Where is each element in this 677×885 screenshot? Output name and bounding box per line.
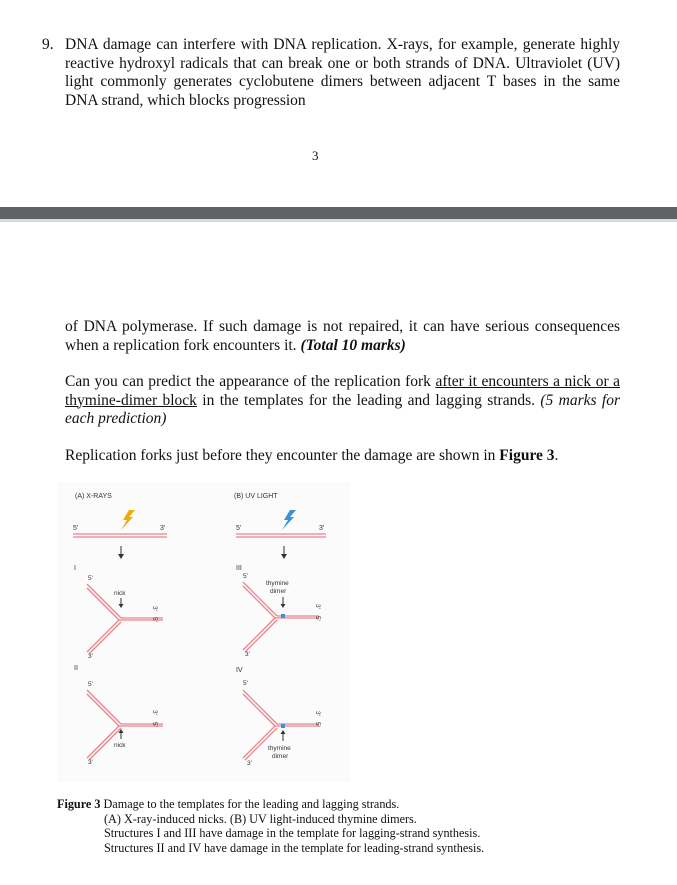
iv-dimer-label: dimer — [272, 753, 289, 760]
panel-b-title: (B) UV LIGHT — [234, 493, 278, 500]
b-lightning-icon — [282, 510, 296, 530]
b-down-arrowhead-icon — [281, 554, 287, 559]
total-marks: (Total 10 marks) — [300, 336, 406, 354]
iv-3prime: 3' — [247, 760, 252, 767]
task-marks: (5 marks for each prediction) — [65, 391, 620, 427]
iv-thymine-label: thymine — [268, 745, 291, 752]
iii-dimer-mark — [281, 614, 285, 618]
ii-right-5prime: 5' — [151, 722, 158, 727]
iii-right-3prime: 3' — [314, 604, 321, 609]
i-3prime: 3' — [88, 653, 93, 660]
continuation-text: of DNA polymerase. If such damage is not repaired, it can have serious consequences when a replication fork encounters it. — [65, 318, 620, 354]
ii-nick-label: nick — [114, 742, 126, 749]
question-intro: DNA damage can interfere with DNA replication. X-rays, for example, generate highly reactive hydroxyl radicals that can break one or both strands of DNA. Ultraviolet (UV) light commonly generates cyclobutene dimers between adjacent T bases in the same DNA strand, which blocks progression — [65, 36, 620, 109]
iv-5prime: 5' — [243, 680, 248, 687]
question-continuation — [65, 318, 620, 355]
task-prefix: Can you can predict the appearance of the replication fork — [65, 373, 436, 390]
figure-3 — [57, 482, 350, 782]
b-duplex-3prime: 3' — [319, 525, 325, 532]
ii-5prime: 5' — [88, 681, 93, 688]
b-duplex-5prime: 5' — [236, 525, 242, 532]
iii-dimer-label: dimer — [270, 588, 287, 595]
caption-line-a: (A) X-ray-induced nicks. (B) UV light-induced thymine dimers. — [104, 811, 417, 826]
page-break — [0, 207, 677, 219]
panel-a-title: (A) X-RAYS — [75, 493, 112, 500]
iii-3prime: 3' — [245, 651, 250, 658]
roman-ii: II — [74, 665, 78, 672]
caption-title: Damage to the templates for the leading and lagging strands. — [100, 797, 400, 811]
roman-iii: III — [236, 565, 242, 572]
iii-right-5prime: 5' — [314, 616, 321, 621]
ii-3prime: 3' — [88, 759, 93, 766]
page-number: 3 — [312, 148, 319, 163]
task-underlined: after it encounters a nick or a thymine-dimer block — [65, 373, 620, 409]
a-duplex-3prime: 3' — [160, 525, 166, 532]
figure-ref-prefix: Replication forks just before they encounter the damage are shown in — [65, 447, 500, 464]
i-nick-arrowhead-icon — [119, 604, 124, 608]
iii-5prime: 5' — [243, 573, 248, 580]
iv-dimer-mark — [281, 724, 285, 728]
roman-i: I — [74, 565, 76, 572]
task-paragraph — [65, 373, 620, 429]
page-break-shadow — [0, 219, 677, 222]
a-down-arrowhead-icon — [118, 554, 124, 559]
caption-line-b: Structures I and III have damage in the template for lagging-strand synthesis. — [104, 826, 481, 841]
iv-right-5prime: 5' — [314, 722, 321, 727]
i-5prime: 5' — [88, 575, 93, 582]
ii-right-3prime: 3' — [151, 710, 158, 715]
caption-label: Figure 3 — [57, 797, 101, 811]
iv-dimer-arrowhead-icon — [281, 730, 286, 734]
i-nick-label: nick — [114, 590, 126, 597]
a-duplex-5prime: 5' — [73, 525, 79, 532]
a-lightning-icon — [121, 510, 135, 530]
figure-reference — [65, 447, 620, 466]
i-right-3prime: 3' — [151, 606, 158, 611]
task-suffix: in the templates for the leading and lagging strands. — [196, 391, 541, 409]
caption-title-line — [57, 797, 484, 812]
figure-caption — [57, 797, 484, 855]
i-right-5prime: 5' — [151, 617, 158, 622]
iii-thymine-label: thymine — [266, 580, 289, 587]
iii-dimer-arrowhead-icon — [281, 604, 286, 608]
caption-line-c: Structures II and IV have damage in the template for leading-strand synthesis. — [104, 840, 485, 855]
figure-ref-suffix: . — [554, 447, 559, 464]
roman-iv: IV — [236, 667, 243, 674]
figure-ref-bold: Figure 3 — [499, 447, 555, 464]
question-number: 9. — [42, 36, 54, 53]
iv-right-3prime: 3' — [314, 711, 321, 716]
figure-3-svg — [57, 482, 350, 782]
